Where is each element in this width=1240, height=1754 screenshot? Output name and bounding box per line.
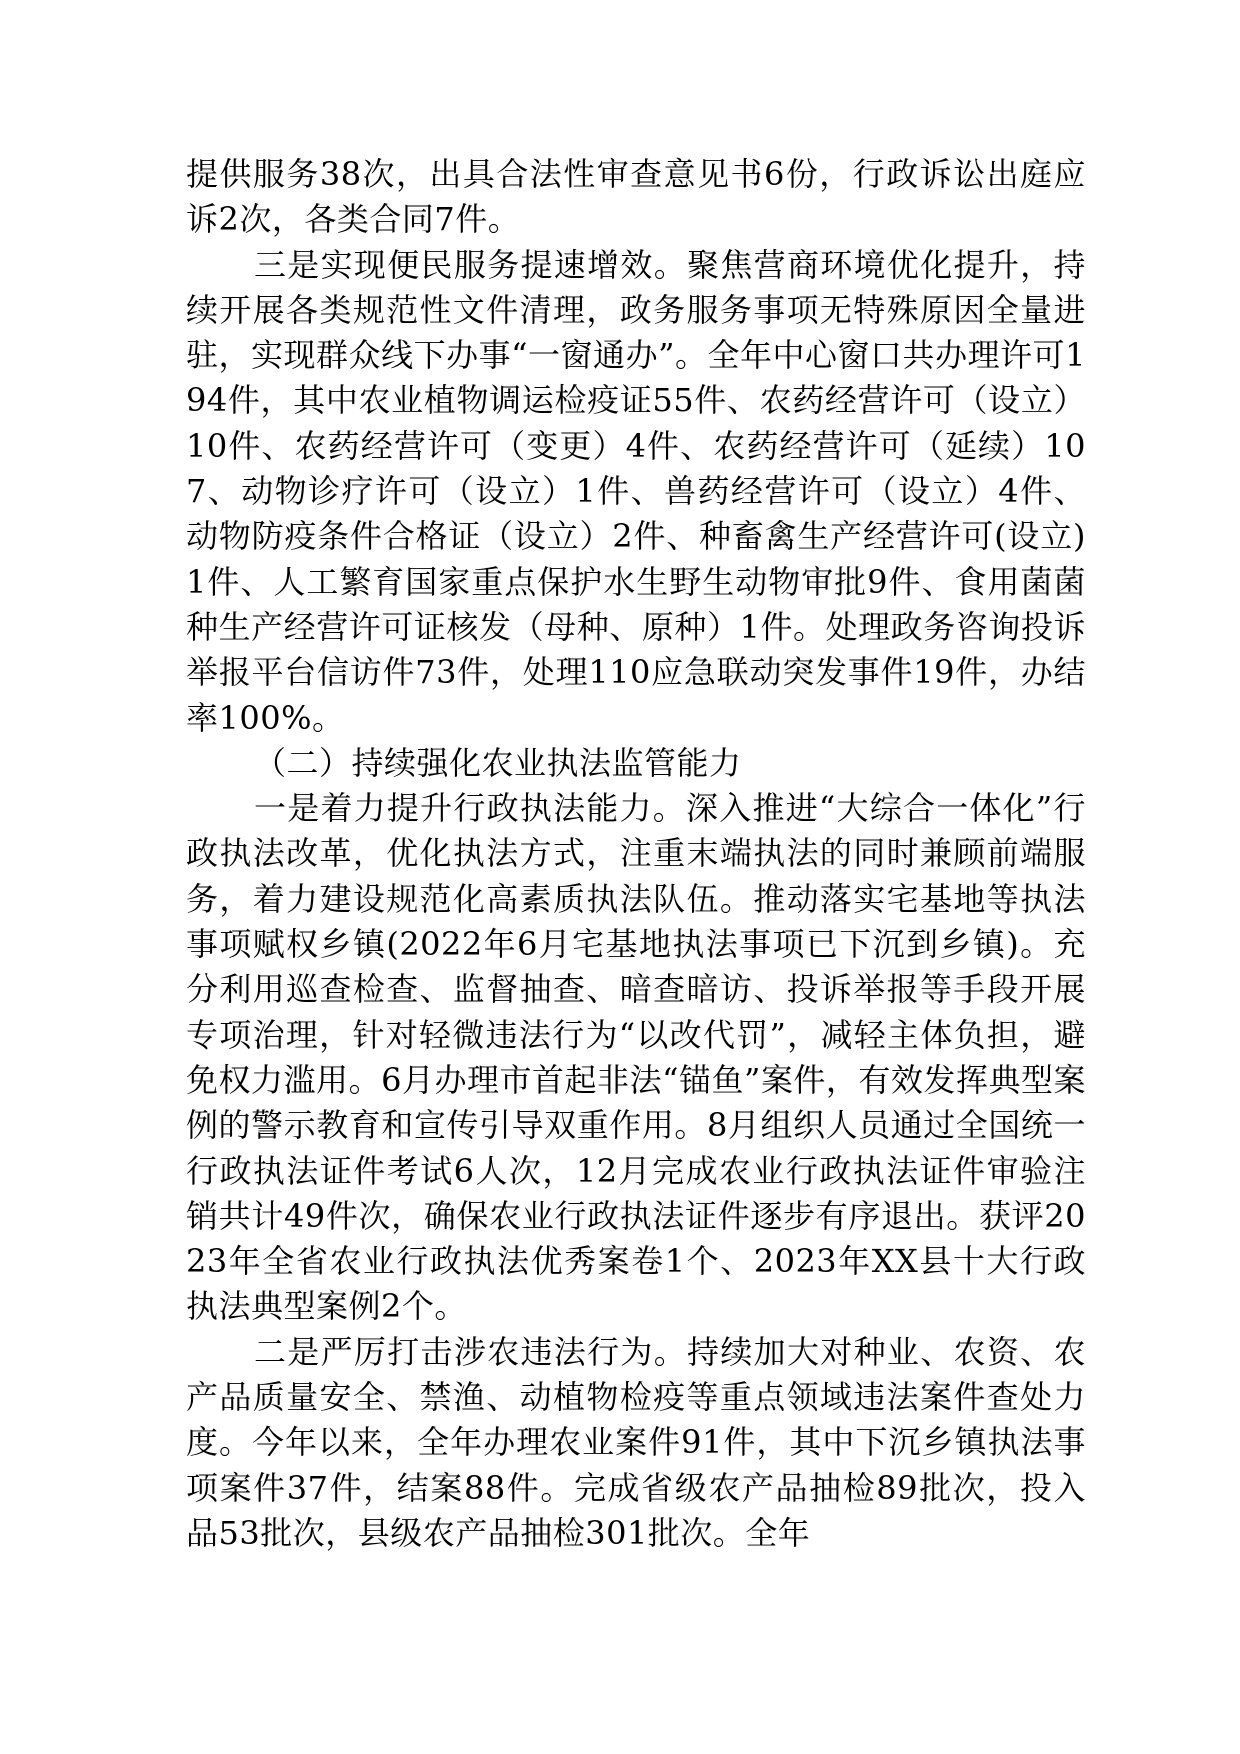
paragraph-convenience-services: 三是实现便民服务提速增效。聚焦营商环境优化提升，持续开展各类规范性文件清理，政务服务事项无特殊原因全量进驻，实现群众线下办事“一窗通办”。全年中心窗口共办理许可194件，其中农业植物调运检疫证55件、农药经营许可（设立）10件、农药经营许可（变更）4件、农药经营许可（延续）107、动物诊疗许可（设立）1件、兽药经营许可（设立）4件、动物防疫条件合格证（设立）2件、种畜禽生产经营许可(设立)1件、人工繁育国家重点保护水生野生动物审批9件、食用菌菌种生产经营许可证核发（母种、原种）1件。处理政务咨询投诉举报平台信访件73件，处理110应急联动突发事件19件，办结率100%。 xyxy=(186,245,1086,737)
section-heading: （二）持续强化农业执法监管能力 xyxy=(254,743,742,782)
paragraph-continuation: 提供服务38次，出具合法性审查意见书6份，行政诉讼出庭应诉2次，各类合同7件。 xyxy=(186,155,1086,239)
paragraph-crackdown: 二是严厉打击涉农违法行为。持续加大对种业、农资、农产品质量安全、禁渔、动植物检疫等重点领域违法案件查处力度。今年以来，全年办理农业案件91件，其中下沉乡镇执法事项案件37件，结案88件。完成省级农产品抽检89批次，投入品53批次，县级农产品抽检301批次。全年 xyxy=(186,1332,1086,1552)
document-body xyxy=(186,152,1086,1556)
paragraph-enforcement-capacity: 一是着力提升行政执法能力。深入推进“大综合一体化”行政执法改革，优化执法方式，注重末端执法的同时兼顾前端服务，着力建设规范化高素质执法队伍。推动落实宅基地等执法事项赋权乡镇(2022年6月宅基地执法事项已下沉到乡镇)。充分利用巡查检查、监督抽查、暗查暗访、投诉举报等手段开展专项治理，针对轻微违法行为“以改代罚”，减轻主体负担，避免权力滥用。6月办理市首起非法“锚鱼”案件，有效发挥典型案例的警示教育和宣传引导双重作用。8月组织人员通过全国统一行政执法证件考试6人次，12月完成农业行政执法证件审验注销共计49件次，确保农业行政执法证件逐步有序退出。获评2023年全省农业行政执法优秀案卷1个、2023年XX县十大行政执法典型案例2个。 xyxy=(186,789,1086,1326)
